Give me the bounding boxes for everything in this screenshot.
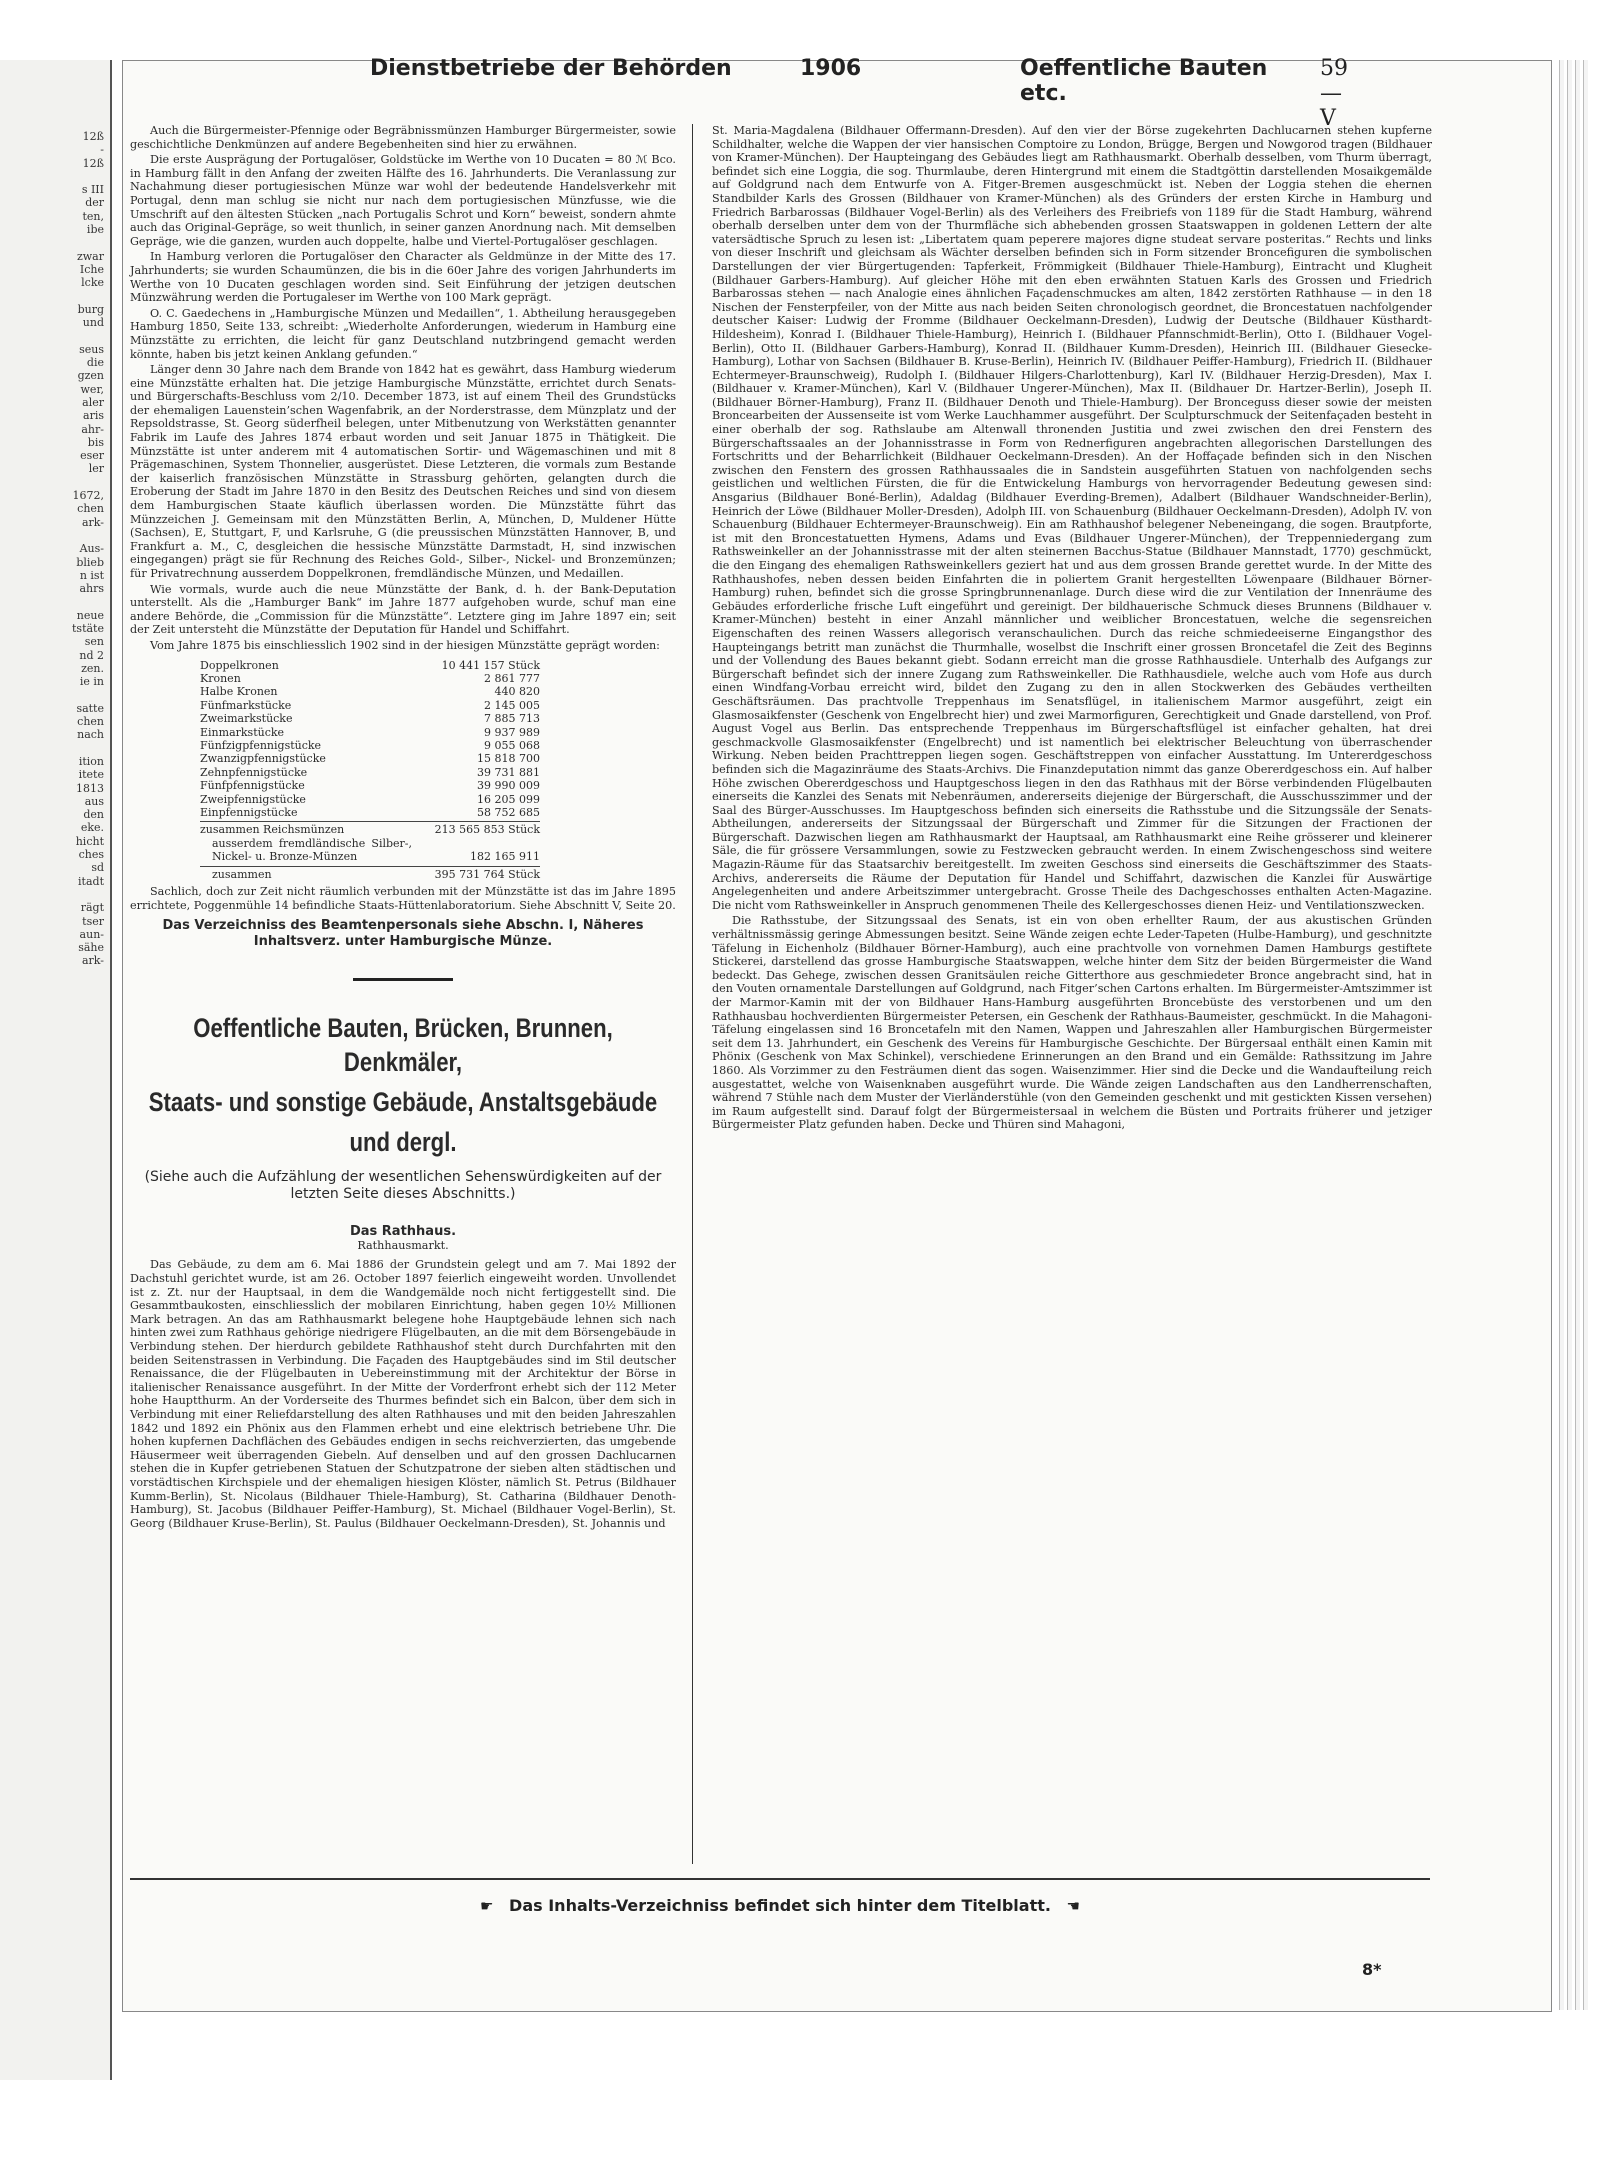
pointing-hand-left-icon: ☚: [1066, 1897, 1080, 1915]
paragraph: Wie vormals, wurde auch die neue Münzstätte der Bank, d. h. der Bank-Deputation unterstellt. Als die „Hamburger Bank“ im Jahre 1877 aufgehoben wurde, schuf man eine andere Behörde, die „Commission für die Münzstätte“. Letztere ging im Jahre 1897 ein; seit der Zeit untersteht die Münzstätte der Deputation für Handel und Schiffahrt.: [130, 582, 676, 637]
stats-row: [200, 766, 540, 779]
stats-value: 2 861 777: [484, 671, 540, 685]
subsection-title: Das Rathhaus.: [349, 1224, 457, 1240]
paragraph: Vom Jahre 1875 bis einschliesslich 1902 sind in der hiesigen Münzstätte geprägt worden:: [150, 638, 660, 652]
stats-label: zusammen Reichsmünzen: [200, 823, 345, 837]
margin-fragment: aun-: [79, 927, 104, 941]
running-header: [120, 56, 1348, 131]
stats-value: 15 818 700: [477, 752, 540, 766]
stats-value: 10 441 157 Stück: [441, 658, 540, 672]
margin-fragment: s III: [81, 183, 104, 197]
stats-value: 182 165 911: [470, 850, 540, 864]
margin-fragment: -: [100, 143, 104, 157]
stats-row: [200, 699, 540, 712]
margin-fragment: bis: [87, 435, 104, 449]
footer-rule: [130, 1878, 1430, 1880]
stats-label: zusammen: [212, 867, 272, 881]
column-divider: [692, 124, 693, 1864]
margin-fragment: ten,: [82, 209, 104, 223]
stats-label: ausserdem fremdländische Silber-, Nickel- u. Bronze-Münzen: [212, 836, 412, 864]
margin-fragment: chen: [77, 715, 104, 729]
pointing-hand-right-icon: ☛: [480, 1897, 494, 1915]
stats-label: Kronen: [200, 671, 241, 685]
stats-value: 58 752 685: [477, 806, 540, 820]
stats-value: 39 990 009: [477, 779, 540, 793]
stats-row: [200, 672, 540, 685]
stats-value: 16 205 099: [477, 792, 540, 806]
margin-fragment: nd 2: [79, 648, 104, 662]
margin-fragment: ibe: [86, 223, 104, 237]
stats-value: 440 820: [494, 685, 540, 699]
margin-fragment: n ist: [79, 568, 104, 582]
coinage-statistics-table: [200, 659, 540, 882]
paragraph: Die Rathsstube, der Sitzungssaal des Senats, ist ein von oben erhellter Raum, der aus akustischen Gründen verhältnissmässig geringe Abmessungen besitzt. Seine Wände zeigen echte Leder-Tapeten (Hulbe-Hamburg), und geschnitzte Täfelung in Eichenholz (Bildhauer Börner-Hamburg), auch eine prachtvolle von vornehmen Damen Hamburgs gestiftete Stickerei, darstellend das grosse Hamburgische Staatswappen, welche hinter dem Sitz der beiden Bürgermeister die Wand bedeckt. Das Gehege, zwischen dessen Granitsäulen reiche Gitterthore aus geschmiedeter Bronce angebracht sind, hat in den Vouten ornamentale Darstellungen auf Goldgrund, nach Fitger’schen Cartons erhalten. Im Bürgermeister-Amtszimmer ist der Marmor-Kamin mit der von Bildhauer Hans-Hamburg ausgeführten Broncebüste des verstorbenen und um den Rathhausbau hochverdienten Bürgermeister Petersen, ein Geschenk der Rathhaus-Baumeister, geschmückt. In die Mahagoni-Täfelung eingelassen sind 16 Broncetafeln mit den Namen, Wappen und Jahreszahlen aller Hamburgischen Bürgermeister seit dem 13. Jahrhundert, ein Geschenk des Vereins für Hamburgische Geschichte. Der Bürgersaal enthält einen Kamin mit Phönix (Geschenk von Max Schinkel), verschiedene Erinnerungen an den Brand und ein Gemälde: Rathssitzung im Jahre 1860. Als Vorzimmer zu den Festräumen dient das sogen. Waisenzimmer. Hier sind die Decke und die Wandaufteilung reich ausgestattet, welche von Waisenknaben ausgeführt wurde. Die Wände zeigen Landschaften aus den Landherrenschaften, während 7 Stühle nach dem Muster der Vierländerstühle (von den Gemeinden geschenkt und mit gestickten Kissen versehen) im Raum aufgestellt sind. Darauf folgt der Bürgermeistersaal in welchem die Büsten und Portraits früherer und jetziger Bürgermeister Platz gefunden haben. Decke und Thüren sind Mahagoni,: [712, 914, 1432, 1132]
stats-value: 9 937 989: [484, 725, 540, 739]
margin-fragment: tstäte: [72, 621, 104, 635]
page-number: 8*: [1362, 1960, 1382, 1979]
margin-fragment: satte: [76, 701, 104, 715]
margin-fragment: ahrs: [79, 582, 104, 596]
cross-reference-note: Das Verzeichniss des Beamtenpersonals siehe Abschn. I, Näheres Inhaltsverz. unter Hamburgische Münze.: [162, 918, 644, 950]
margin-fragment: [0, 595, 110, 608]
margin-fragment: neue: [76, 608, 104, 622]
section-heading-line: und dergl.: [349, 1127, 457, 1158]
stats-value: 39 731 881: [477, 765, 540, 779]
section-heading-line: Oeffentliche Bauten, Brücken, Brunnen, Denkmäler,: [193, 1013, 613, 1078]
stats-label: Doppelkronen: [200, 658, 279, 672]
margin-fragment: sen: [84, 635, 104, 649]
stats-value: 2 145 005: [484, 698, 540, 712]
margin-fragment: [0, 236, 110, 249]
margin-fragment: itadt: [78, 874, 104, 888]
stats-label: Fünfpfennigstücke: [200, 779, 305, 793]
margin-fragment: seus: [79, 342, 104, 356]
margin-fragment: nach: [77, 728, 104, 742]
right-column: [712, 124, 1432, 1134]
stats-label: Einmarkstücke: [200, 725, 285, 739]
stats-row: [200, 685, 540, 698]
stats-row: [200, 739, 540, 752]
header-year: 1906: [800, 56, 862, 81]
margin-fragment: ahr-: [81, 422, 104, 436]
margin-fragment: ark-: [81, 954, 104, 968]
left-column: [130, 124, 676, 1532]
stats-row: [200, 793, 540, 806]
stats-value: 213 565 853 Stück: [434, 823, 540, 837]
margin-fragment: [0, 476, 110, 489]
margin-fragment: tser: [82, 914, 104, 928]
margin-fragment: sähe: [78, 941, 104, 955]
stats-row: [200, 752, 540, 765]
margin-fragment: [0, 888, 110, 901]
margin-fragment: zen.: [81, 661, 104, 675]
stats-value: 395 731 764 Stück: [434, 867, 540, 881]
margin-fragment: Aus-: [79, 542, 104, 556]
paragraph: Auch die Bürgermeister-Pfennige oder Begräbnissmünzen Hamburger Bürgermeister, sowie geschichtliche Denkmünzen auf andere Begebenheiten sind hier zu erwähnen.: [130, 124, 676, 151]
margin-fragment: die: [86, 356, 104, 370]
paragraph: Das Gebäude, zu dem am 6. Mai 1886 der Grundstein gelegt und am 7. Mai 1892 der Dachstuhl gerichtet wurde, ist am 26. October 1897 feierlich eingeweiht worden. Unvollendet ist z. Zt. nur der Hauptsaal, in dem die Wandgemälde noch nicht fertiggestellt sind. Die Gesammtbaukosten, einschliesslich der mobilaren Einrichtung, haben gegen 10½ Millionen Mark betragen. An das am Rathhausmarkt belegene hohe Hauptgebäude lehnen sich nach hinten zwei zum Rathhaus gehörige niedrigere Flügelbauten, an die mit dem Börsengebäude in Verbindung stehen. Der hierdurch gebildete Rathhaushof steht durch Durchfahrten mit den beiden Seitenstrassen in Verbindung. Die Façaden des Hauptgebäudes sind im Stil deutscher Renaissance, die der Flügelbauten in Uebereinstimmung mit der Architektur der Börse in italienischer Renaissance ausgeführt. In der Mitte der Vorderfront erhebt sich der 112 Meter hohe Hauptthurm. An der Vorderseite des Thurmes befindet sich ein Balcon, über dem sich in Verbindung mit einer Reliefdarstellung des alten Rathhauses und mit den beiden Jahreszahlen 1842 und 1892 ein Phönix aus den Flammen erhebt und eine elektrisch betriebene Uhr. Die hohen kupfernen Dachflächen des Gebäudes endigen in sechs reichverzierten, das umgebende Häusermeer weit überragenden Giebeln. Auf denselben und auf den grossen Dachlucarnen stehen die in Kupfer getriebenen Statuen der Schutzpatrone der sieben alten städtischen und vorstädtischen Kirchspiele und der ehemaligen hiesigen Klöster, nämlich St. Petrus (Bildhauer Kumm-Berlin), St. Nicolaus (Bildhauer Thiele-Hamburg), St. Catharina (Bildhauer Denoth-Hamburg), St. Jacobus (Bildhauer Peiffer-Hamburg), St. Michael (Bildhauer Vogel-Berlin), St. Georg (Bildhauer Kruse-Berlin), St. Paulus (Bildhauer Oeckelmann-Dresden), St. Johannis und: [130, 1258, 676, 1530]
stats-row: [200, 779, 540, 792]
stats-subtotal-row: [200, 821, 540, 836]
margin-fragment: ition: [78, 754, 104, 768]
margin-fragment: wer,: [80, 382, 104, 396]
margin-fragment: ler: [88, 462, 104, 476]
paragraph: Die erste Ausprägung der Portugalöser, Goldstücke im Werthe von 10 Ducaten = 80 ℳ Bco. in Hamburg fällt in den Anfang der zweiten Hälfte des 16. Jahrhunderts. Die Veranlassung zur Nachahmung dieser portugiesischen Münze war wohl der bedeutende Handelsverkehr mit Portugal, denn man schlug sie nicht nur nach dem portugiesischen Münzfusse, wie die Umschrift auf den ältesten Stücken „nach Portugalis Schrot und Korn“ beweist, sondern ahmte auch das Original-Gepräge, so weit thunlich, in seiner ganzen Anordnung nach. Mit demselben Gepräge, wie die ganzen, wurden auch doppelte, halbe und Viertel-Portugalöser geschlagen.: [130, 153, 676, 248]
margin-fragment: burg: [77, 302, 104, 316]
paragraph: O. C. Gaedechens in „Hamburgische Münzen und Medaillen“, 1. Abtheilung herausgegeben Hamburg 1850, Seite 133, schreibt: „Wiederholte Anforderungen, wiederum in Hamburg eine Münzstätte zu errichten, die leicht für ganz Deutschland nutzbringend gemacht werden könnte, haben bis jetzt keinen Anklang gefunden.“: [130, 306, 676, 361]
margin-fragment: der: [85, 196, 104, 210]
margin-fragment: lcke: [81, 276, 104, 290]
stats-label: Einpfennigstücke: [200, 806, 298, 820]
margin-fragment: [0, 529, 110, 542]
stats-row: [200, 712, 540, 725]
stats-label: Fünfmarkstücke: [200, 698, 292, 712]
stats-label: Zweipfennigstücke: [200, 792, 306, 806]
margin-fragment: ark-: [81, 515, 104, 529]
page-stack-edge: [1556, 60, 1590, 2010]
stats-row: [200, 659, 540, 672]
margin-fragment: 1672,: [72, 489, 104, 503]
margin-fragment: aris: [83, 409, 104, 423]
margin-fragment: [0, 742, 110, 755]
paragraph: Sachlich, doch zur Zeit nicht räumlich verbunden mit der Münzstätte ist das im Jahre 1895 errichtete, Poggenmühle 14 befindliche Staats-Hüttenlaboratorium. Siehe Abschnitt V, Seite 20.: [130, 885, 676, 912]
stats-total-row: [200, 866, 540, 881]
margin-fragment: Iche: [79, 262, 104, 276]
section-heading-line: Staats- und sonstige Gebäude, Anstaltsgebäude: [148, 1087, 658, 1118]
margin-fragment: sd: [91, 861, 104, 875]
margin-fragment: [0, 329, 110, 342]
previous-page-edge: [0, 60, 112, 2080]
margin-fragment: chen: [77, 502, 104, 516]
margin-fragment: eke.: [80, 821, 104, 835]
paragraph: St. Maria-Magdalena (Bildhauer Offermann-Dresden). Auf den vier der Börse zugekehrten Dachlucarnen stehen kupferne Schildhalter, welche die Wappen der vier hansischen Comptoire zu London, Brügge, Bergen und Nowgorod tragen (Bildhauer von Kramer-München). Der Haupteingang des Gebäudes liegt am Rathhausmarkt. Oberhalb desselben, vom Thurm überragt, befindet sich eine Loggia, die sog. Thurmlaube, deren Hintergrund mit einem die Stadtgöttin darstellenden Mosaikgemälde auf Goldgrund nach dem Entwurfe von A. Fitger-Bremen ausgeschmückt ist. Neben der Loggia stehen die ehernen Standbilder Karls des Grossen (Bildhauer von Kramer-München) als des Gründers der ersten Kirche in Hamburg und Friedrich Barbarossas (Bildhauer Vogel-Berlin) als des Verleihers des Freibriefs von 1189 für die Stadt Hamburg, während oberhalb derselben unter dem von der Thurmfläche sich abhebenden grossen Staatswappen in goldenen Lettern der alte vatersädtische Spruch zu lesen ist: „Libertatem quam peperere majores digne studeat servare posteritas.“ Rechts und links von dieser Inschrift und gleichsam als Wächter derselben befinden sich in Form sitzender Broncefiguren die symbolischen Darstellungen der vier Bürgertugenden: Tapferkeit, Frömmigkeit (Bildhauer Thiele-Hamburg), Eintracht und Klugheit (Bildhauer Garbers-Hamburg). Auf gleicher Höhe mit den eben erwähnten Statuen Karls des Grossen und Friedrich Barbarossas stehen — nach Analogie eines ähnlichen Façadenschmuckes am alten, 1842 zerstörten Rathhause — in den 18 Nischen der Fensterpfeiler, von der Mitte aus nach beiden Seiten chronologisch geordnet, die Broncestatuen nachfolgender deutscher Kaiser: Ludwig der Fromme (Bildhauer Oeckelmann-Dresden), Ludwig der Deutsche (Bildhauer Küsthardt-Hildesheim), Konrad I. (Bildhauer Thiele-Hamburg), Heinrich I. (Bildhauer Pfannschmidt-Berlin), Otto I. (Bildhauer Vogel-Berlin), Otto II. (Bildhauer Garbers-Hamburg), Konrad II. (Bildhauer Kumm-Dresden), Heinrich III. (Bildhauer Giesecke-Hamburg), Lothar von Sachsen (Bildhauer B. Kruse-Berlin), Heinrich IV. (Bildhauer Peiffer-Hamburg), Friedrich II. (Bildhauer Echtermeyer-Braunschweig), Rudolph I. (Bildhauer Hilgers-Charlottenburg), Karl IV. (Bildhauer Herzig-Dresden), Max I. (Bildhauer v. Kramer-München), Karl V. (Bildhauer Ungerer-München), Max II. (Bildhauer Dr. Hartzer-Berlin), Joseph II. (Bildhauer Börner-Hamburg), Franz II. (Bildhauer Denoth und Thiele-Hamburg). Der Bronceguss dieser sowie der meisten Broncearbeiten der Aussenseite ist vom Werke Lauchhammer ausgeführt. Der Sculpturschmuck der Seitenfaçaden besteht in einer oberhalb der sog. Rathslaube am Altenwall thronenden Justitia und zwei zwischen den drei Fenstern des Bürgerschaftssaales an der Johannisstrasse in Form von Rednerfiguren angebrachten allegorischen Darstellungen des Fortschritts und der Beharrlichkeit (Bildhauer Oeckelmann-Dresden). An der Hoffaçade befinden sich in den Nischen zwischen den Fenstern des grossen Rathhaussaales die in Sandstein ausgeführten Statuen von nachfolgenden sechs geistlichen und weltlichen Fürsten, die für die Entwickelung Hamburgs von hervorragender Bedeutung gewesen sind: Ansgarius (Bildhauer Boné-Berlin), Adaldag (Bildhauer Everding-Bremen), Adalbert (Bildhauer Wandschneider-Berlin), Heinrich der Löwe (Bildhauer Moller-Dresden), Adolph III. von Schauenburg (Bildhauer Oeckelmann-Dresden), Adolph IV. von Schauenburg (Bildhauer Echtermeyer-Braunschweig). Ein am Rathhaushof belegener Nebeneingang, die sogen. Brautpforte, ist mit den Broncestatuetten Hymens, Adams und Evas (Bildhauer Ungerer-München), der Treppenniedergang zum Rathsweinkeller an der Johannisstrasse mit der alten steinernen Bacchus-Statue (Bildhauer Mannstadt, 1770) geschmückt, die den Eingang des ehemaligen Rathsweinkellers geziert hat und aus dem grossen Brande gerettet wurde. In der Mitte des Rathhaushofes, neben dessen beiden Einfahrten die in poliertem Granit hergestellten Löwenpaare (Bildhauer Börner-Hamburg) ruhen, befindet sich die grosse Springbrunnenanlage. Durch diese wird die zur Ventilation der Innenräume des Gebäudes erforderliche frische Luft eingeführt und gereinigt. Der bildhauerische Schmuck dieses Brunnens (Bildhauer v. Kramer-München) besteht in einer Anzahl männlicher und weiblicher Broncestatuen, welche die segensreichen Eigenschaften des reinen Wassers allegorisch veranschaulichen. Durch das reiche schmiedeeiserne Eingangsthor des Haupteingangs betritt man zunächst die Thurmhalle, woselbst die Inschrift einer grossen Broncetafel die Zeit des Beginns und der Vollendung des Baues bekannt giebt. Sodann erreicht man die grosse Rathhausdiele. Unterhalb des Aufgangs zur Bürgerschaft befindet sich der innere Zugang zum Rathsweinkeller. Die Rathhausdiele, welche auch vom Hofe aus durch einen Windfang-Vorbau erreicht wird, bildet den Zugang zu den in allen Stockwerken des Gebäudes vertheilten Geschäftsräumen. Das prachtvolle Treppenhaus im Senatsflügel, in italienischem Marmor ausgeführt, zeigt ein Glasmosaikfenster (Geschenk von Engelbrecht hier) und zwei Marmorfiguren, Gerechtigkeit und Gnade darstellend, von Prof. August Vogel aus Berlin. Das entsprechende Treppenhaus im Bürgerschaftsflügel ist einfacher gehalten, hat drei geschmackvolle Glasmosaikfenster (Engelbrecht) und ist namentlich bei elektrischer Beleuchtung von überraschender Wirkung. Neben beiden Prachttreppen liegen sogen. Geschäftstreppen von einfacher Ausstattung. Im Untererdgeschoss befinden sich die Magazinräume des Staats-Archivs. Die Finanzdeputation nimmt das ganze Obererdgeschoss ein. Auf halber Höhe zwischen Obererdgeschoss und Hauptgeschoss liegen in den das Rathhaus mit der Börse verbindenden Flügelbauten einerseits die Kanzlei des Senats mit Nebenräumen, andererseits diejenige der Bürgerschaft, die Ausschusszimmer und der Saal des Bürger-Ausschusses. Im Hauptgeschoss befinden sich einerseits die Rathsstube und die Sitzungssäle der Senats-Abtheilungen, andererseits der Sitzungssaal der Bürgerschaft und Zimmer für die Sitzungen der Fractionen der Bürgerschaft. Dazwischen liegen am Rathhausmarkt der Hauptsaal, am Rathhausmarkt eine Reihe grösserer und kleinerer Säle, die für grössere Versammlungen, sowie zu Festzwecken gebraucht werden. In einem Zwischengeschoss sind weitere Magazin-Räume für das Staatsarchiv bereitgestellt. Im zweiten Geschoss sind einerseits die Geschäftszimmer des Staats-Archivs, andererseits die Räume der Deputation für Handel und Schiffahrt, dazwischen die Kanzlei für Auswärtige Angelegenheiten und andere Arbeitszimmer untergebracht. Grosse Theile des Dachgeschosses enthalten Acten-Magazine. Die nicht vom Rathsweinkeller in Anspruch genommenen Theile des Kellergeschosses dienen Heiz- und Ventilationszwecken.: [712, 124, 1432, 912]
header-page-ref: 59—V: [1320, 56, 1348, 131]
margin-fragment: [0, 170, 110, 183]
margin-fragment: aus: [84, 794, 104, 808]
stats-extra-row: [200, 837, 540, 864]
stats-value: 9 055 068: [484, 739, 540, 752]
stats-label: Fünfzigpfennigstücke: [200, 739, 322, 752]
footer-notice: [130, 1896, 1430, 1915]
paragraph: In Hamburg verloren die Portugalöser den Character als Geldmünze in der Mitte des 17. Jahrhunderts; sie wurden Schaumünzen, die bis in die 60er Jahre des vorigen Jahrhunderts im Werthe von 10 Ducaten geschlagen worden sind. Seit Einführung der jetzigen deutschen Münzwährung werden die Portugaleser im Werthe von 100 Mark geprägt.: [130, 250, 676, 305]
footer-text: Das Inhalts-Verzeichniss befindet sich hinter dem Titelblatt.: [509, 1896, 1051, 1915]
margin-fragment: zwar: [76, 249, 104, 263]
margin-fragment: 12ß: [82, 156, 104, 170]
section-divider: [353, 978, 453, 981]
margin-fragment: und: [82, 316, 104, 330]
margin-fragment: ie in: [79, 675, 104, 689]
margin-fragment: [0, 688, 110, 701]
margin-fragment: ches: [78, 848, 104, 862]
margin-fragment: 12ß: [82, 130, 104, 143]
margin-fragment: itete: [78, 768, 104, 782]
stats-row: [200, 806, 540, 819]
header-left: Dienstbetriebe der Behörden: [370, 56, 732, 81]
subsection-location: Rathhausmarkt.: [357, 1238, 449, 1252]
margin-fragment: aler: [82, 395, 104, 409]
stats-label: Zwanzigpfennigstücke: [200, 752, 326, 766]
section-subnote: (Siehe auch die Aufzählung der wesentlichen Sehenswürdigkeiten auf der letzten Seite dieses Abschnitts.): [144, 1169, 662, 1203]
paragraph: Länger denn 30 Jahre nach dem Brande von 1842 hat es gewährt, dass Hamburg wiederum eine Münzstätte erhalten hat. Die jetzige Hamburgische Münzstätte, errichtet durch Senats- und Bürgerschafts-Beschluss vom 2/10. December 1873, ist auf einem Theil des Grundstücks der ehemaligen Lauenstein’schen Wagenfabrik, an der Norderstrasse, dem Münzplatz und der Repsoldstrasse, St. Georg süderfheil belegen, unter Mitbenutzung von Werkstätten genannter Fabrik im Laufe des Jahres 1874 erbaut worden und seit Januar 1875 in Thätigkeit. Die Münzstätte ist unter anderem mit 4 automatischen Sortir- und Wägemaschinen und mit 8 Prägemaschinen, System Thonnelier, ausgerüstet. Diese Letzteren, die vormals zum Bestande der kaiserlich französischen Münzstätte in Strassburg gehörten, gelangten durch die Eroberung der Stadt im Jahre 1870 in den Besitz des Deutschen Reiches und sind von diesem dem Hamburgischen Staate käuflich überlassen worden. Die Münzstätte führt das Münzzeichen J. Gemeinsam mit den Münzstätten Berlin, A, München, D, Muldener Hütte (Sachsen), E, Stuttgart, F, und Karlsruhe, G (die preussischen Münzstätten Hannover, B, und Frankfurt a. M., C, desgleichen die hessische Münzstätte Darmstadt, H, sind inzwischen eingegangen) prägt sie für Rechnung des Reiches Gold-, Silber-, Nickel- und Bronzemünzen; für Privatrechnung ausserdem Doppelkronen, fremdländische Münzen, und Medaillen.: [130, 363, 676, 580]
stats-value: 7 885 713: [484, 712, 540, 726]
stats-label: Halbe Kronen: [200, 685, 278, 699]
margin-fragment: den: [83, 808, 104, 822]
margin-fragment: 1813: [76, 781, 104, 795]
header-right: Oeffentliche Bauten etc.: [1020, 56, 1268, 106]
stats-label: Zweimarkstücke: [200, 712, 293, 726]
margin-fragment: blieb: [76, 555, 104, 569]
margin-fragment: hicht: [75, 834, 104, 848]
margin-fragment: [0, 290, 110, 303]
stats-label: Zehnpfennigstücke: [200, 765, 308, 779]
margin-fragment: rägt: [80, 901, 104, 915]
stats-row: [200, 726, 540, 739]
margin-fragment: eser: [80, 449, 104, 463]
margin-fragment: gzen: [77, 369, 104, 383]
